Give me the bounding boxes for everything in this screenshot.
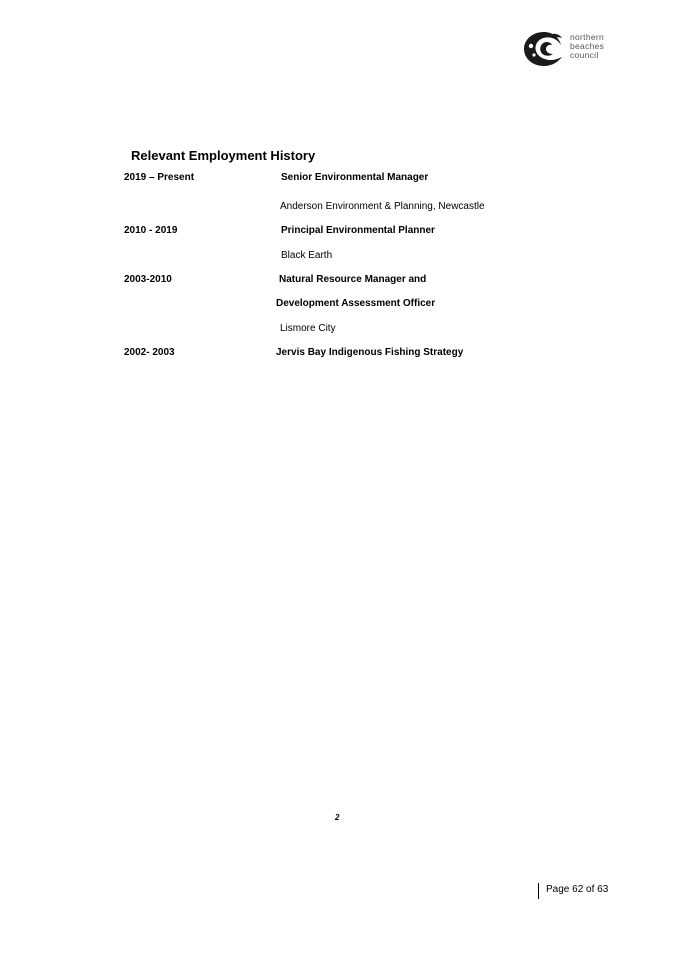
page-mark: 2 <box>335 813 340 822</box>
logo-text-line-2: beaches <box>570 41 605 51</box>
history-years-3: 2003-2010 <box>124 274 172 285</box>
history-title-4: Jervis Bay Indigenous Fishing Strategy <box>276 347 464 358</box>
history-years-1: 2019 – Present <box>124 172 195 183</box>
history-org-2: Black Earth <box>281 250 333 261</box>
history-years-2: 2010 - 2019 <box>124 225 178 236</box>
logo-text-line-1: northern <box>570 32 605 42</box>
history-title-3-line-2: Development Assessment Officer <box>276 298 436 309</box>
section-heading: Relevant Employment History <box>131 148 316 163</box>
history-org-3: Lismore City <box>280 323 336 334</box>
page-number-divider <box>538 883 539 899</box>
page-number: Page 62 of 63 <box>546 884 609 895</box>
history-org-1: Anderson Environment & Planning, Newcastle <box>280 201 485 212</box>
council-logo <box>522 30 622 70</box>
council-emblem-icon <box>522 30 566 68</box>
history-title-1: Senior Environmental Manager <box>281 172 429 183</box>
history-title-3-line-1: Natural Resource Manager and <box>279 274 427 285</box>
history-title-2: Principal Environmental Planner <box>281 225 435 236</box>
history-years-4: 2002- 2003 <box>124 347 175 358</box>
logo-text-line-3: council <box>570 50 599 60</box>
